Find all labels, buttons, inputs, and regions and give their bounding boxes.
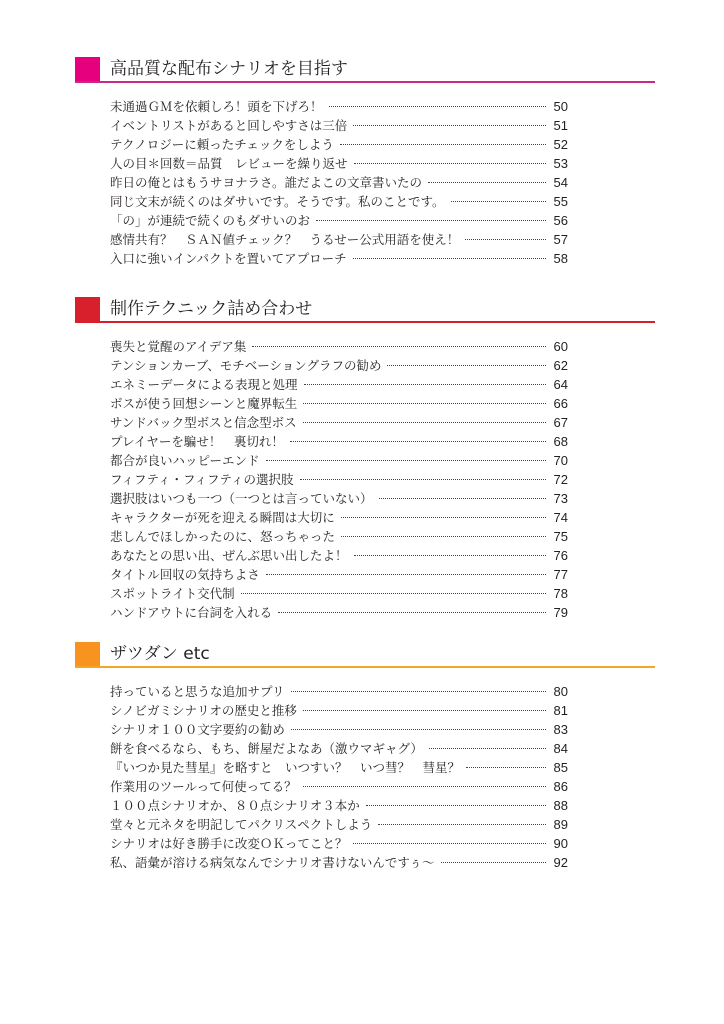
entry-page-number: 60	[553, 339, 568, 354]
entry-title: イベントリストがあると回しやすさは三倍	[110, 118, 348, 133]
toc-entry[interactable]	[110, 394, 568, 413]
toc-entry[interactable]	[110, 97, 568, 116]
toc-entry[interactable]	[110, 584, 568, 603]
entry-title: キャラクターが死を迎える瞬間は大切に	[110, 510, 335, 525]
dot-leader	[329, 106, 546, 107]
dot-leader	[466, 767, 546, 768]
entry-title: 未通過ＧＭを依頼しろ！頭を下げろ！	[110, 99, 323, 114]
toc-entry[interactable]	[110, 337, 568, 356]
entry-title: 選択肢はいつも一つ（一つとは言っていない）	[110, 491, 373, 506]
dot-leader	[429, 748, 546, 749]
toc-entry[interactable]	[110, 527, 568, 546]
entry-title: 『いつか見た彗星』を略すと いつすい？ いつ彗？ 彗星？	[110, 760, 461, 775]
dot-leader	[387, 365, 546, 366]
dot-leader	[266, 574, 546, 575]
entry-title: シナリオ１００文字要約の勧め	[110, 722, 285, 737]
entry-page-number: 84	[553, 741, 568, 756]
entry-page-number: 92	[553, 855, 568, 870]
entry-page-number: 62	[553, 358, 568, 373]
dot-leader	[341, 536, 546, 537]
entry-list	[110, 337, 568, 622]
toc-entry[interactable]	[110, 546, 568, 565]
toc-entry[interactable]	[110, 701, 568, 720]
entry-page-number: 57	[553, 232, 568, 247]
toc-section-1	[75, 57, 655, 268]
entry-title: ボスが使う回想シーンと魔界転生	[110, 396, 298, 411]
entry-page-number: 80	[553, 684, 568, 699]
toc-entry[interactable]	[110, 154, 568, 173]
dot-leader	[291, 691, 546, 692]
toc-entry[interactable]	[110, 796, 568, 815]
dot-leader	[266, 460, 546, 461]
toc-entry[interactable]	[110, 682, 568, 701]
section-underline	[75, 81, 655, 83]
entry-page-number: 64	[553, 377, 568, 392]
dot-leader	[316, 220, 546, 221]
entry-page-number: 83	[553, 722, 568, 737]
dot-leader	[340, 144, 546, 145]
toc-entry[interactable]	[110, 116, 568, 135]
toc-entry[interactable]	[110, 777, 568, 796]
toc-entry[interactable]	[110, 720, 568, 739]
entry-page-number: 55	[553, 194, 568, 209]
section-header	[75, 57, 655, 84]
entry-page-number: 85	[553, 760, 568, 775]
dot-leader	[353, 125, 546, 126]
entry-title: 私、語彙が溶ける病気なんでシナリオ書けないんですぅ～	[110, 855, 435, 870]
toc-entry[interactable]	[110, 375, 568, 394]
entry-title: あなたとの思い出、ぜんぶ思い出したよ！	[110, 548, 348, 563]
toc-entry[interactable]	[110, 192, 568, 211]
entry-page-number: 79	[553, 605, 568, 620]
dot-leader	[303, 422, 546, 423]
dot-leader	[341, 517, 546, 518]
entry-title: 人の目＊回数＝品質 レビューを繰り返せ	[110, 156, 348, 171]
entry-page-number: 51	[553, 118, 568, 133]
toc-entry[interactable]	[110, 211, 568, 230]
dot-leader	[353, 843, 546, 844]
toc-section-2	[75, 297, 655, 622]
toc-section-3	[75, 642, 655, 872]
entry-page-number: 73	[553, 491, 568, 506]
entry-page-number: 75	[553, 529, 568, 544]
entry-title: 入口に強いインパクトを置いてアプローチ	[110, 251, 347, 266]
toc-entry[interactable]	[110, 853, 568, 872]
entry-page-number: 56	[553, 213, 568, 228]
entry-page-number: 89	[553, 817, 568, 832]
dot-leader	[290, 441, 546, 442]
entry-page-number: 53	[553, 156, 568, 171]
entry-title: タイトル回収の気持ちよさ	[110, 567, 260, 582]
entry-title: プレイヤーを騙せ！ 裏切れ！	[110, 434, 284, 449]
entry-page-number: 77	[553, 567, 568, 582]
toc-entry[interactable]	[110, 413, 568, 432]
toc-entry[interactable]	[110, 815, 568, 834]
dot-leader	[379, 498, 546, 499]
toc-entry[interactable]	[110, 451, 568, 470]
toc-entry[interactable]	[110, 432, 568, 451]
dot-leader	[465, 239, 546, 240]
toc-entry[interactable]	[110, 565, 568, 584]
dot-leader	[291, 729, 546, 730]
section-title: 制作テクニック詰め合わせ	[110, 299, 313, 319]
entry-page-number: 74	[553, 510, 568, 525]
entry-title: 堂々と元ネタを明記してパクリスペクトしよう	[110, 817, 373, 832]
toc-entry[interactable]	[110, 603, 568, 622]
toc-entry[interactable]	[110, 249, 568, 268]
dot-leader	[300, 479, 546, 480]
entry-title: フィフティ・フィフティの選択肢	[110, 472, 294, 487]
toc-entry[interactable]	[110, 173, 568, 192]
entry-title: 作業用のツールって何使ってる？	[110, 779, 297, 794]
section-header	[75, 297, 655, 324]
section-color-marker	[75, 297, 100, 322]
entry-title: 悲しんでほしかったのに、怒っちゃった	[110, 529, 336, 544]
toc-entry[interactable]	[110, 230, 568, 249]
entry-title: テンションカーブ、モチベーショングラフの勧め	[110, 358, 382, 373]
dot-leader	[303, 710, 546, 711]
section-underline	[75, 666, 655, 668]
entry-page-number: 54	[553, 175, 568, 190]
entry-title: シノビガミシナリオの歴史と推移	[110, 703, 297, 718]
entry-page-number: 81	[553, 703, 568, 718]
section-color-marker	[75, 57, 100, 82]
entry-page-number: 67	[553, 415, 568, 430]
section-title: ザツダン etc	[110, 644, 210, 664]
entry-page-number: 58	[553, 251, 568, 266]
entry-title: 「の」が連続で続くのもダサいのお	[110, 213, 311, 228]
entry-title: １００点シナリオか、８０点シナリオ３本か	[110, 798, 360, 813]
toc-entry[interactable]	[110, 356, 568, 375]
entry-title: シナリオは好き勝手に改変ＯＫってこと？	[110, 836, 348, 851]
entry-page-number: 50	[553, 99, 568, 114]
entry-list	[110, 682, 568, 872]
section-color-marker	[75, 642, 100, 667]
entry-list	[110, 97, 568, 268]
dot-leader	[451, 201, 546, 202]
entry-title: テクノロジーに頼ったチェックをしよう	[110, 137, 334, 152]
toc-entry[interactable]	[110, 758, 568, 777]
toc-entry[interactable]	[110, 508, 568, 527]
entry-title: 持っていると思うな追加サプリ	[110, 684, 285, 699]
section-underline	[75, 321, 655, 323]
entry-page-number: 76	[553, 548, 568, 563]
entry-title: 喪失と覚醒のアイデア集	[110, 339, 247, 354]
entry-page-number: 52	[553, 137, 568, 152]
dot-leader	[366, 805, 546, 806]
entry-title: 同じ文末が続くのはダサいです。そうです。私のことです。	[110, 194, 445, 209]
toc-entry[interactable]	[110, 470, 568, 489]
dot-leader	[252, 346, 546, 347]
entry-page-number: 78	[553, 586, 568, 601]
toc-entry[interactable]	[110, 834, 568, 853]
toc-entry[interactable]	[110, 489, 568, 508]
dot-leader	[304, 384, 546, 385]
entry-title: 都合が良いハッピーエンド	[110, 453, 260, 468]
dot-leader	[378, 824, 546, 825]
entry-page-number: 70	[553, 453, 568, 468]
entry-title: エネミーデータによる表現と処理	[110, 377, 298, 392]
entry-title: スポットライト交代制	[110, 586, 235, 601]
entry-page-number: 86	[553, 779, 568, 794]
dot-leader	[428, 182, 546, 183]
dot-leader	[241, 593, 546, 594]
toc-entry[interactable]	[110, 135, 568, 154]
entry-page-number: 66	[553, 396, 568, 411]
entry-title: 餅を食べるなら、もち、餅屋だよなあ（激ウマギャグ）	[110, 741, 423, 756]
entry-page-number: 68	[553, 434, 568, 449]
dot-leader	[354, 163, 546, 164]
entry-title: 昨日の俺とはもうサヨナラさ。誰だよこの文章書いたの	[110, 175, 423, 190]
entry-title: ハンドアウトに台詞を入れる	[110, 605, 273, 620]
dot-leader	[354, 555, 546, 556]
dot-leader	[303, 786, 546, 787]
entry-page-number: 72	[553, 472, 568, 487]
dot-leader	[441, 862, 546, 863]
entry-title: サンドバック型ボスと信念型ボス	[110, 415, 297, 430]
dot-leader	[278, 612, 546, 613]
toc-entry[interactable]	[110, 739, 568, 758]
dot-leader	[353, 258, 546, 259]
entry-page-number: 88	[553, 798, 568, 813]
section-title: 高品質な配布シナリオを目指す	[110, 59, 348, 79]
entry-title: 感情共有？ ＳＡＮ値チェック？ うるせー公式用語を使え！	[110, 232, 460, 247]
dot-leader	[303, 403, 546, 404]
entry-page-number: 90	[553, 836, 568, 851]
section-header	[75, 642, 655, 669]
